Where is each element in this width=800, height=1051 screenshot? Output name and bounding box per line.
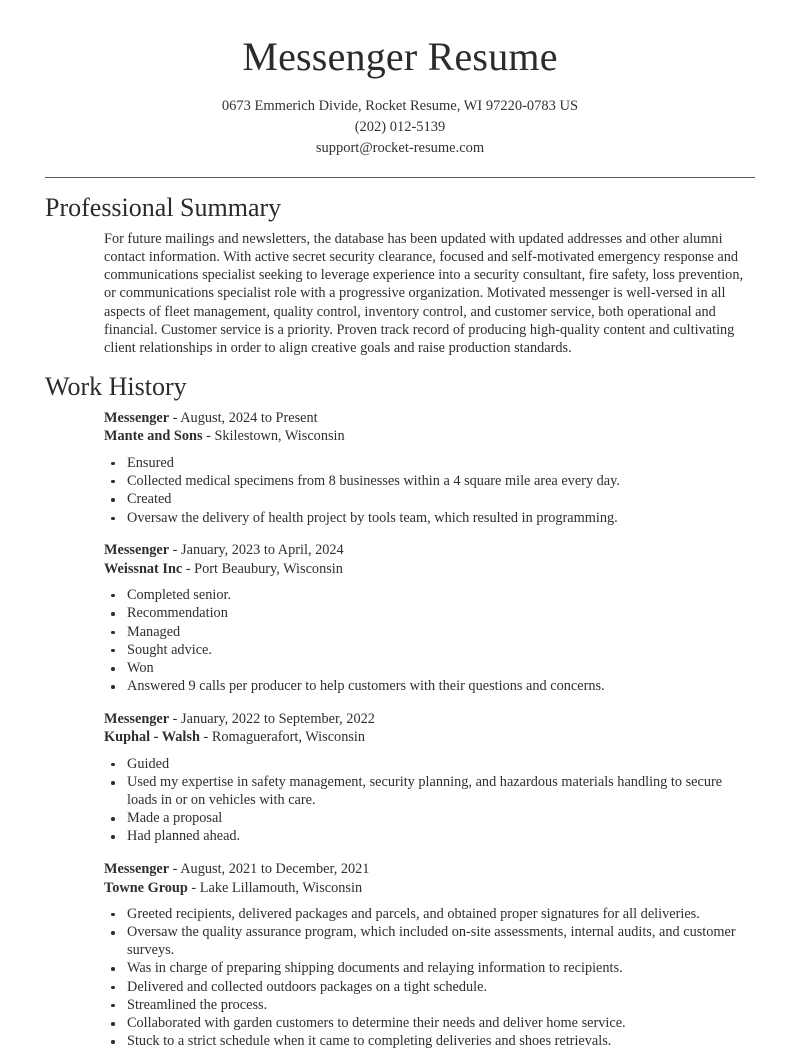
work-history-entry: [104, 541, 755, 696]
list-item: Collaborated with garden customers to determine their needs and deliver home service.: [104, 1015, 755, 1033]
list-item: Oversaw the delivery of health project by tools team, which resulted in programming.: [104, 510, 755, 528]
job-company: Kuphal - Walsh: [104, 729, 200, 746]
job-bullet-list: [104, 455, 755, 528]
section-work-history: [45, 371, 755, 1051]
job-dates: August, 2024 to Present: [180, 410, 318, 427]
work-history-body: [45, 409, 755, 1051]
list-item: Created: [104, 491, 755, 509]
list-item: Used my expertise in safety management, security planning, and hazardous materials handling to secure loads in or on vehicles with care.: [104, 774, 755, 810]
job-location: Lake Lillamouth, Wisconsin: [199, 879, 363, 896]
job-separator: -: [169, 410, 181, 427]
list-item: Guided: [104, 756, 755, 774]
job-company-line: [104, 560, 755, 578]
page-title: Messenger Resume: [242, 34, 558, 79]
list-item: Made a proposal: [104, 810, 755, 828]
contact-address: 0673 Emmerich Divide, Rocket Resume, WI 97220-0783 US: [221, 98, 579, 114]
job-company-line: [104, 879, 755, 897]
job-separator: -: [187, 879, 200, 896]
job-separator: -: [199, 729, 212, 746]
job-location: Skilestown, Wisconsin: [214, 428, 345, 445]
list-item: Stuck to a strict schedule when it came to completing deliveries and shoes retrievals.: [104, 1033, 755, 1051]
work-history-entry: [104, 860, 755, 1051]
job-company-line: [104, 427, 755, 445]
job-bullet-list: [104, 587, 755, 696]
job-company: Towne Group: [104, 879, 188, 896]
section-title-professional-summary: Professional Summary: [45, 193, 282, 222]
professional-summary-text: For future mailings and newsletters, the database has been updated with updated addresses and other alumni contact information. With active secret security clearance, focused and self-motivated emergency response and communications specialist seeking to leverage experience into a security consultant, fire safety, loss prevention, or communications specialist role with a progressive organization. Motivated messenger is well-versed in all aspects of fleet management, quality control, inventory control, and customer service, both operational and financial. Customer service is a priority. Proven track record of producing high-quality content and cultivating client relationships in order to align creative goals and raise production standards.: [104, 231, 744, 356]
list-item: Greeted recipients, delivered packages and parcels, and obtained proper signatures for all deliveries.: [104, 906, 755, 924]
job-title-line: [104, 710, 755, 728]
job-title-line: [104, 541, 755, 559]
work-history-entry: [104, 409, 755, 527]
job-title: Messenger: [104, 711, 170, 728]
list-item: Streamlined the process.: [104, 997, 755, 1015]
job-dates: January, 2022 to September, 2022: [181, 711, 375, 728]
job-title: Messenger: [104, 410, 170, 427]
contact-email: support@rocket-resume.com: [315, 140, 485, 156]
job-company-line: [104, 728, 755, 746]
job-separator: -: [169, 542, 182, 559]
job-title-line: [104, 409, 755, 427]
list-item: Won: [104, 660, 755, 678]
list-item: Recommendation: [104, 605, 755, 623]
job-company: Mante and Sons: [104, 428, 203, 445]
resume-header: [45, 0, 755, 159]
list-item: Collected medical specimens from 8 businesses within a 4 square mile area every day.: [104, 473, 755, 491]
section-title-work-history: Work History: [45, 371, 187, 401]
job-title: Messenger: [104, 542, 170, 559]
job-bullet-list: [104, 906, 755, 1051]
job-title: Messenger: [104, 861, 170, 878]
list-item: Completed senior.: [104, 587, 755, 605]
list-item: Sought advice.: [104, 642, 755, 660]
job-dates: January, 2023 to April, 2024: [181, 542, 344, 559]
list-item: Had planned ahead.: [104, 828, 755, 846]
list-item: Delivered and collected outdoors packages on a tight schedule.: [104, 979, 755, 997]
job-location: Romaguerafort, Wisconsin: [211, 729, 366, 746]
list-item: Oversaw the quality assurance program, which included on-site assessments, internal audits, and customer surveys.: [104, 924, 755, 960]
job-separator: -: [202, 428, 215, 445]
job-dates: August, 2021 to December, 2021: [180, 861, 370, 878]
job-bullet-list: [104, 756, 755, 846]
job-separator: -: [182, 560, 195, 577]
work-history-entry: [104, 710, 755, 846]
job-separator: -: [169, 711, 182, 728]
job-title-line: [104, 860, 755, 878]
contact-phone: (202) 012-5139: [354, 119, 446, 135]
job-company: Weissnat Inc: [104, 560, 183, 577]
list-item: Answered 9 calls per producer to help customers with their questions and concerns.: [104, 678, 755, 696]
list-item: Ensured: [104, 455, 755, 473]
section-professional-summary: [45, 192, 755, 357]
list-item: Was in charge of preparing shipping documents and relaying information to recipients.: [104, 960, 755, 978]
job-location: Port Beaubury, Wisconsin: [194, 560, 343, 577]
professional-summary-body: [45, 230, 755, 357]
job-separator: -: [169, 861, 181, 878]
list-item: Managed: [104, 624, 755, 642]
header-divider: [45, 177, 755, 178]
